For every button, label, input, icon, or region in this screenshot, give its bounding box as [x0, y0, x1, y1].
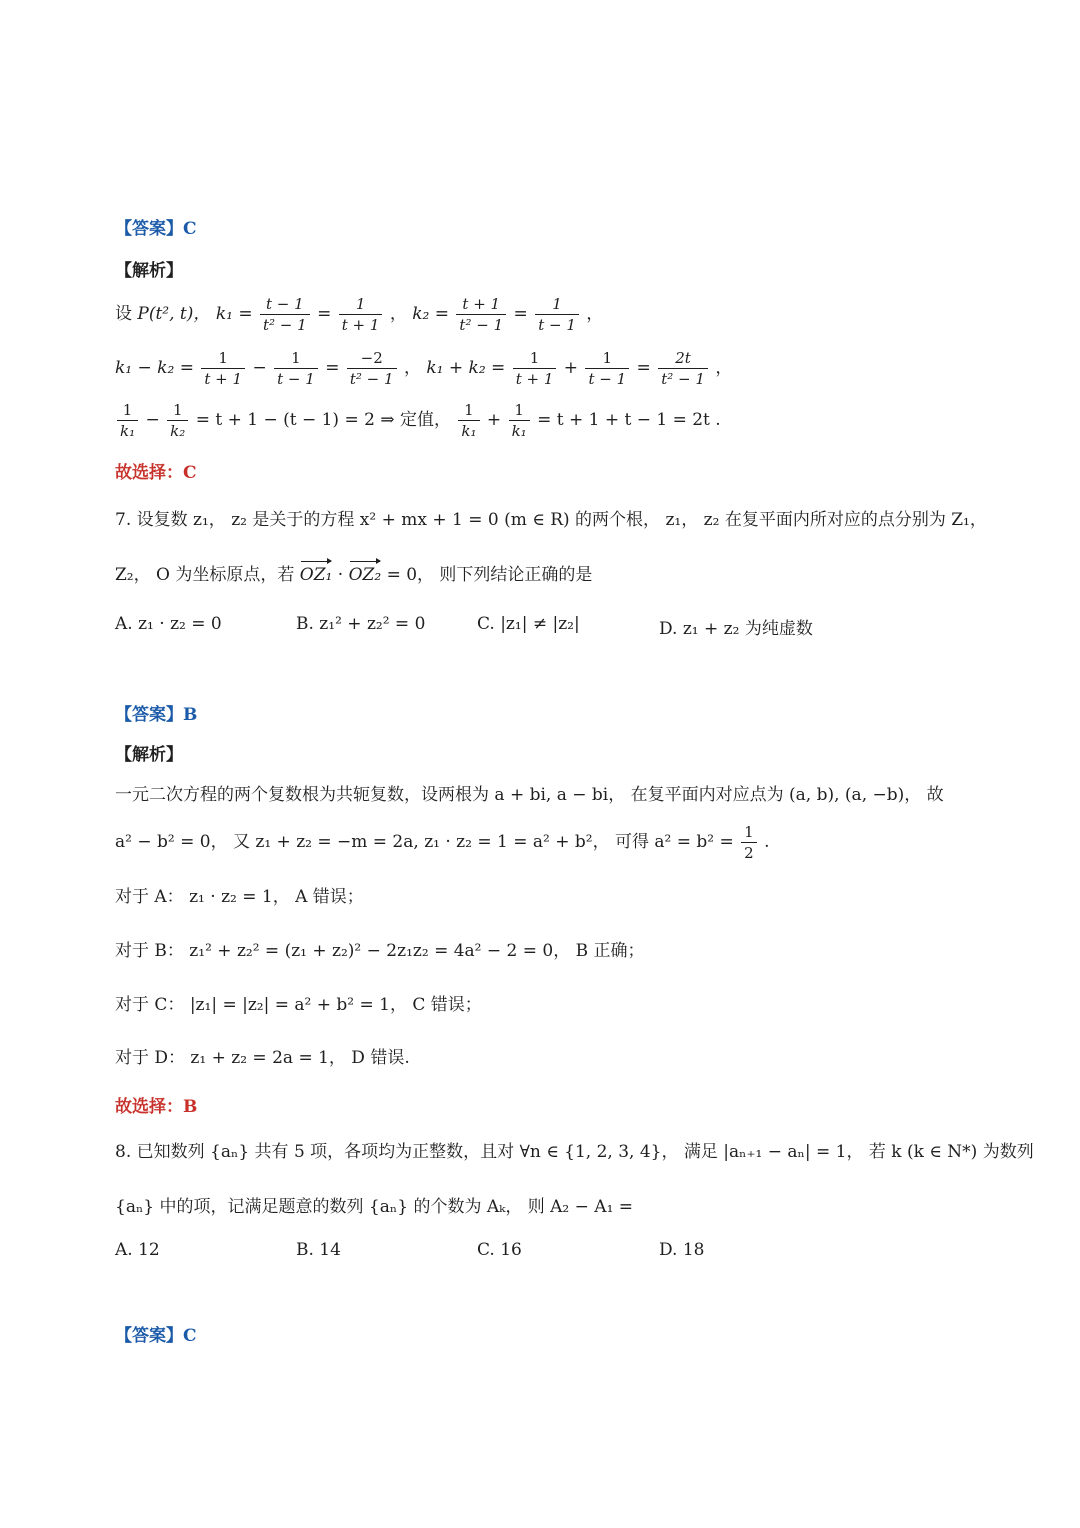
- analysis-2-line-1: 一元二次方程的两个复数根为共轭复数，设两根为 a + bi, a − bi， 在复平面内对应点为 (a, b), (a, −b)， 故: [115, 785, 944, 805]
- answer-heading-2: 【答案】B: [115, 705, 198, 725]
- analysis-2-line-2: a² − b² = 0， 又 z₁ + z₂ = −m = 2a, z₁ · z₂ = 1 = a² + b²， 可得 a² = b² = $\frac{1}{2}$ .: [115, 823, 770, 862]
- solution-line-2: k₁ − k₂ = $\frac{1}{t + 1}$ − $\frac{1}{t - 1}$ = $\frac{-2}{\text{t² − 1}}$ ， k₁ + k₂ = $\frac{1}{t + 1}$ + $\frac{1}{t - 1}$ = $\frac{2t}{\text{t² − 1}}$ ，: [115, 349, 733, 388]
- fraction: $\frac{t - 1}{\text{t² − 1}}$: [260, 294, 310, 335]
- analysis-heading-1: 【解析】: [115, 261, 183, 281]
- fraction: $\frac{1}{\text{k₁}}$: [509, 400, 530, 441]
- fraction: $\frac{1}{\text{k₁}}$: [458, 400, 479, 441]
- analysis-2-line-4: 对于 B： z₁² + z₂² = (z₁ + z₂)² − 2z₁z₂ = 4a² − 2 = 0， B 正确；: [115, 941, 645, 961]
- question-8-line-1: 8. 已知数列 {aₙ} 共有 5 项，各项均为正整数，且对 ∀n ∈ {1, 2, 3, 4}， 满足 |aₙ₊₁ − aₙ| = 1， 若 k (k ∈ N*) 为数列: [115, 1142, 1034, 1162]
- option-b: B. z₁² + z₂² = 0: [296, 614, 426, 634]
- option-a: A. 12: [115, 1240, 160, 1260]
- analysis-2-line-5: 对于 C： |z₁| = |z₂| = a² + b² = 1， C 错误；: [115, 995, 482, 1015]
- option-a: A. z₁ · z₂ = 0: [115, 614, 222, 634]
- fraction: $\frac{1}{t + 1}$: [513, 348, 557, 389]
- choice-line-1: 故选择：C: [115, 463, 197, 483]
- vector-oz1: OZ₁: [299, 565, 333, 585]
- question-7-line-1: 7. 设复数 z₁， z₂ 是关于的方程 x² + mx + 1 = 0 (m ∈ R) 的两个根， z₁， z₂ 在复平面内所对应的点分别为 Z₁，: [115, 510, 987, 530]
- fraction: $\frac{2t}{\text{t² − 1}}$: [658, 348, 708, 389]
- option-b: B. 14: [296, 1240, 341, 1260]
- choice-line-2: 故选择：B: [115, 1097, 198, 1117]
- question-8-line-2: {aₙ} 中的项，记满足题意的数列 {aₙ} 的个数为 Aₖ， 则 A₂ − A₁ =: [115, 1197, 634, 1217]
- fraction: $\frac{t + 1}{\text{t² − 1}}$: [456, 294, 506, 335]
- answer-value: C: [183, 219, 197, 239]
- option-d: D. z₁ + z₂ 为纯虚数: [659, 619, 813, 639]
- solution-line-3: $\frac{1}{\text{k₁}}$ − $\frac{1}{\text{k₂}}$ = t + 1 − (t − 1) = 2 ⇒ 定值， $\frac{1}{\text{k₁}}$ + $\frac{1}{\text{k₁}}$ = t + 1 + t − 1 = 2t .: [115, 398, 721, 442]
- question-7-line-2: Z₂， O 为坐标原点，若 OZ₁ · OZ₂ = 0， 则下列结论正确的是: [115, 565, 593, 585]
- fraction: $\frac{1}{\text{k₂}}$: [167, 400, 188, 441]
- analysis-2-line-6: 对于 D： z₁ + z₂ = 2a = 1， D 错误.: [115, 1048, 410, 1068]
- option-d: D. 18: [659, 1240, 705, 1260]
- answer-heading-1: [115, 214, 197, 239]
- fraction: $\frac{1}{t + 1}$: [339, 294, 383, 335]
- answer-heading-3: 【答案】C: [115, 1326, 197, 1346]
- fraction: $\frac{1}{t + 1}$: [201, 348, 245, 389]
- fraction: $\frac{1}{\text{k₁}}$: [117, 400, 138, 441]
- fraction: $\frac{-2}{\text{t² − 1}}$: [347, 348, 397, 389]
- fraction: $\frac{1}{t - 1}$: [535, 294, 579, 335]
- analysis-heading-2: 【解析】: [115, 745, 183, 765]
- analysis-2-line-3: 对于 A： z₁ · z₂ = 1， A 错误；: [115, 887, 364, 907]
- solution-line-1: 设 P(t², t)， k₁ = $\frac{t - 1}{\text{t² − 1}}$ = $\frac{1}{t + 1}$ ， k₂ = $\frac{t + 1}{\text{t² − 1}}$ = $\frac{1}{t - 1}$ ，: [115, 295, 604, 334]
- vector-oz2: OZ₂: [348, 565, 382, 585]
- answer-label: 【答案】: [115, 219, 183, 239]
- fraction: $\frac{1}{t - 1}$: [274, 348, 318, 389]
- option-c: C. |z₁| ≠ |z₂|: [477, 614, 580, 634]
- fraction: $\frac{1}{2}$: [741, 822, 757, 863]
- fraction: $\frac{1}{t - 1}$: [585, 348, 629, 389]
- option-c: C. 16: [477, 1240, 522, 1260]
